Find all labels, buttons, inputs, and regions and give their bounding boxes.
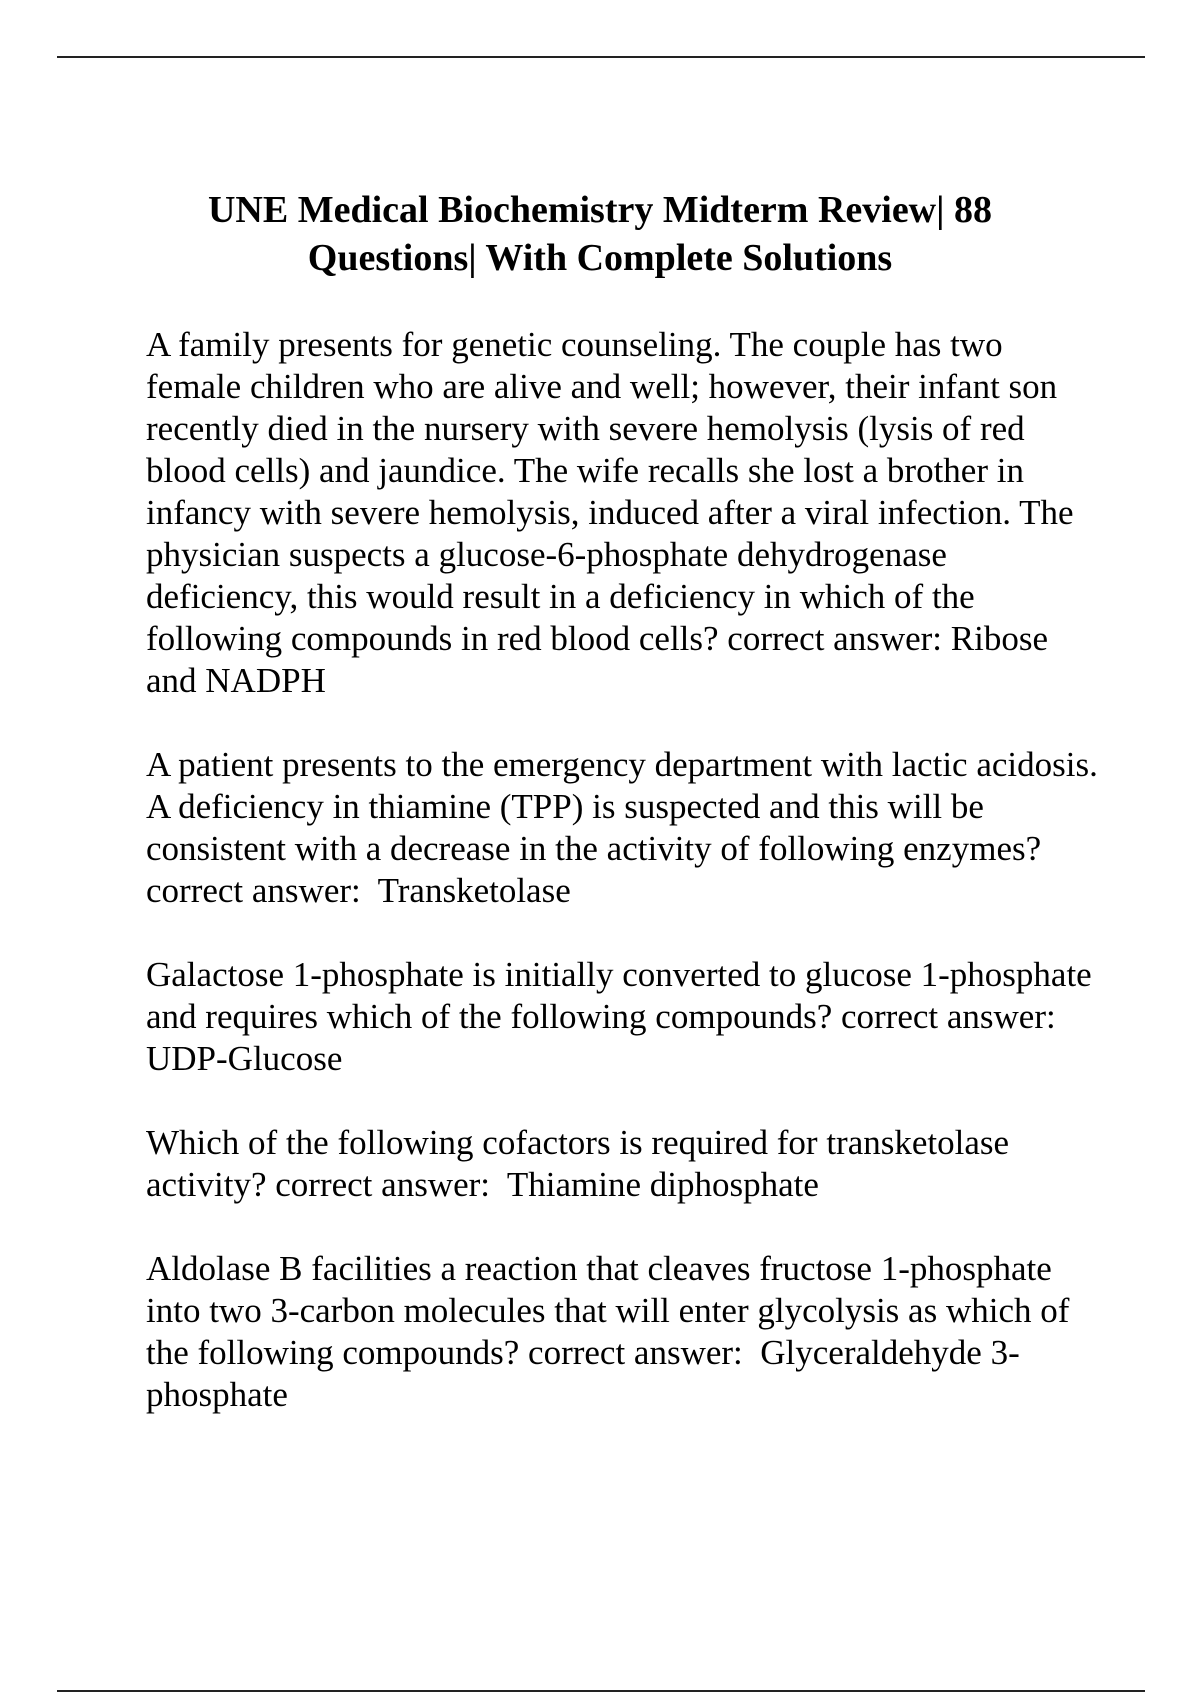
question-text: Which of the following cofactors is required for transketolase activity?: [146, 1123, 1018, 1204]
question-text: Galactose 1-phosphate is initially converted to glucose 1-phosphate and requires which of the following compounds?: [146, 955, 1101, 1036]
document-title: UNE Medical Biochemistry Midterm Review| 88 Questions| With Complete Solutions: [207, 189, 992, 279]
answer-text: Glyceraldehyde 3-phosphate: [146, 1333, 1020, 1414]
question-item: [146, 324, 1106, 702]
question-list: [146, 324, 1106, 1458]
question-item: [146, 744, 1106, 912]
question-text: A family presents for genetic counseling. The couple has two female children who are alive and well; however, their infant son recently died in the nursery with severe hemolysis (lysis of red blood cells) and jaundice. The wife recalls she lost a brother in infancy with severe hemolysis, induced after a viral infection. The physician suspects a glucose-6-phosphate dehydrogenase deficiency, this would result in a deficiency in which of the following compounds in red blood cells?: [146, 325, 1083, 658]
answer-label: correct answer:: [528, 1333, 752, 1372]
top-divider: [57, 56, 1145, 58]
question-item: [146, 1122, 1106, 1206]
answer-label: correct answer:: [275, 1165, 499, 1204]
answer-label: correct answer:: [840, 997, 1065, 1036]
answer-label: correct answer:: [146, 871, 370, 910]
answer-text: Thiamine diphosphate: [506, 1165, 819, 1204]
answer-label: correct answer:: [727, 619, 951, 658]
answer-text: UDP-Glucose: [146, 1039, 343, 1078]
question-item: [146, 1248, 1106, 1416]
bottom-divider: [57, 1690, 1145, 1692]
question-item: [146, 954, 1106, 1080]
answer-text: Transketolase: [377, 871, 571, 910]
question-text: Aldolase B facilities a reaction that cleaves fructose 1-phosphate into two 3-carbon molecules that will enter glycolysis as which of the following compounds?: [146, 1249, 1079, 1372]
question-text: A patient presents to the emergency department with lactic acidosis. A deficiency in thiamine (TPP) is suspected and this will be consistent with a decrease in the activity of following enzymes?: [146, 745, 1105, 868]
answer-text: Ribose and NADPH: [146, 619, 1057, 700]
